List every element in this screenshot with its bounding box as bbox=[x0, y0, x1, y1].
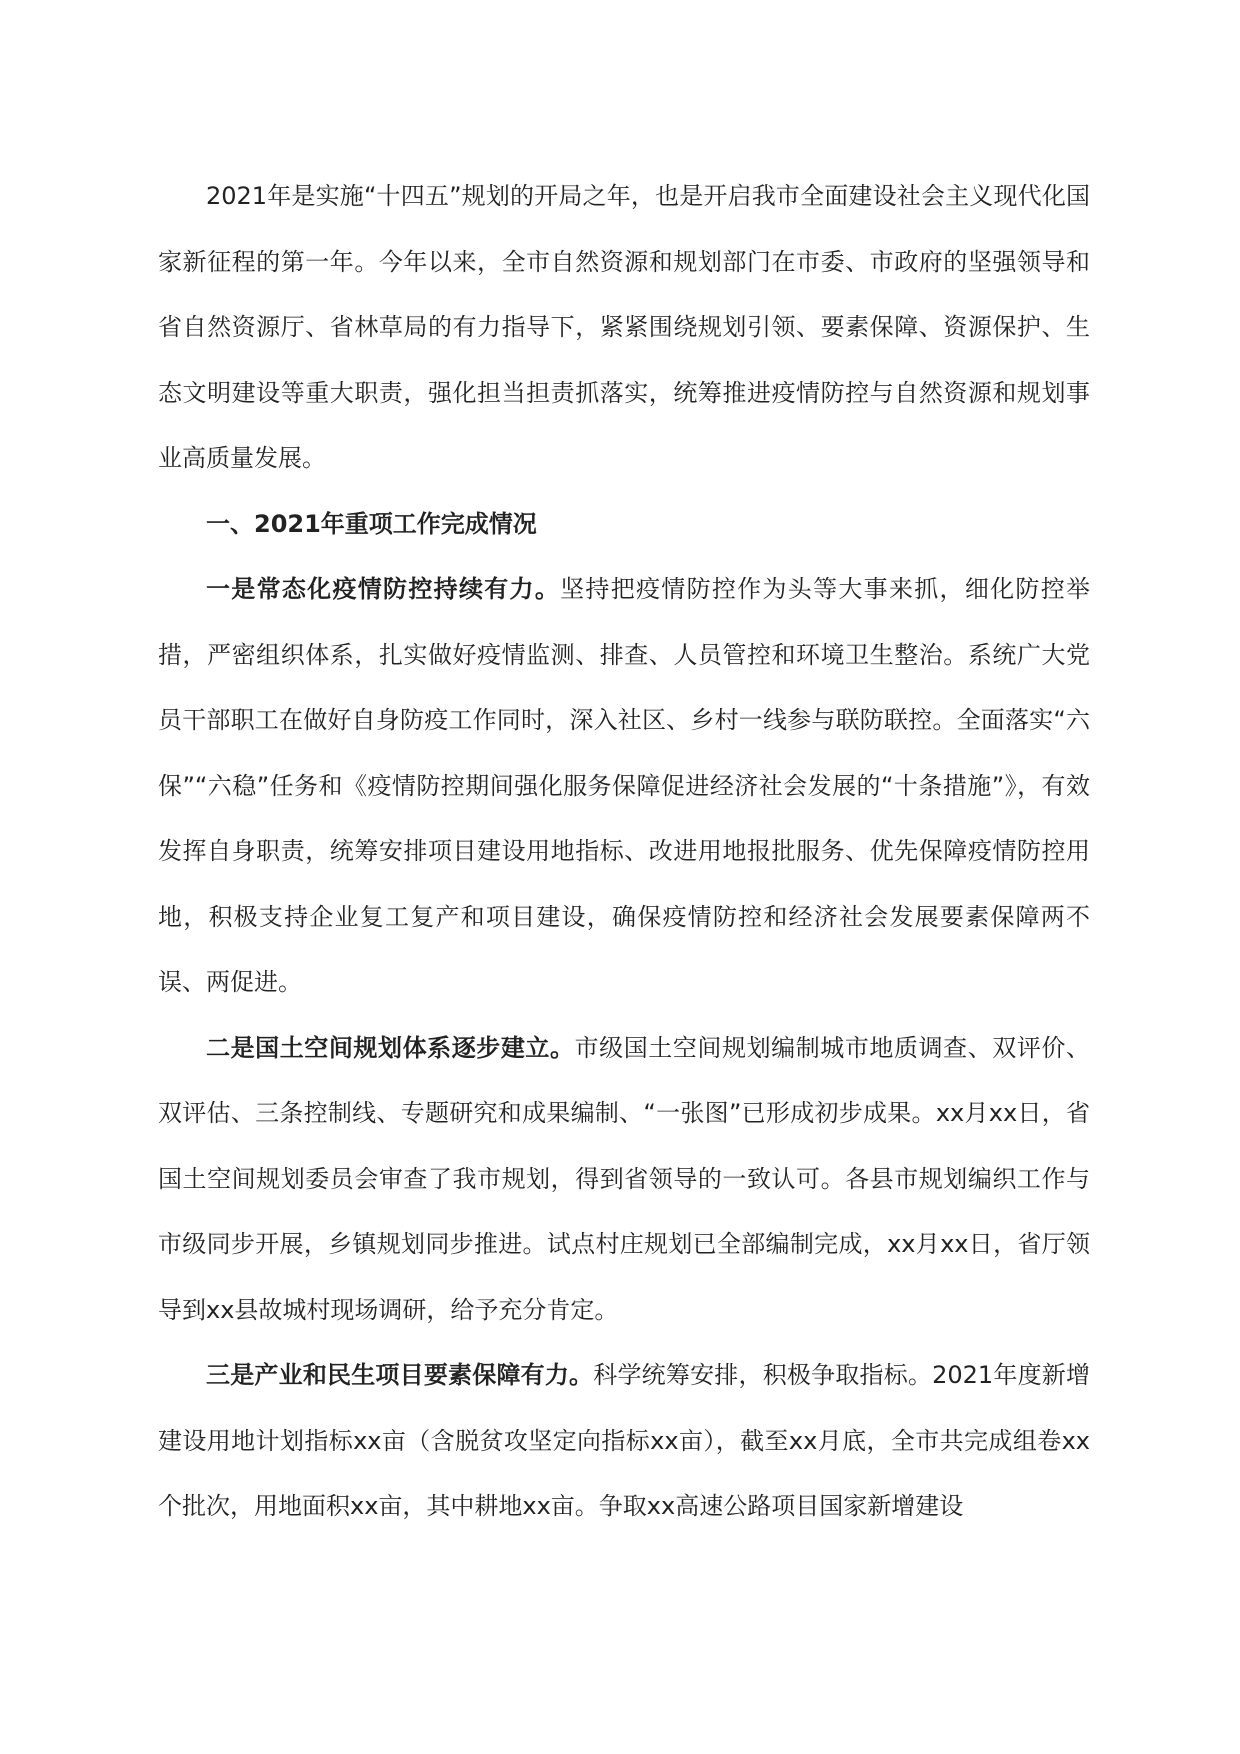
item-paragraph-2 bbox=[158, 1016, 1090, 1344]
item-1-body: 坚持把疫情防控作为头等大事来抓，细化防控举措，严密组织体系，扎实做好疫情监测、排查、人员管控和环境卫生整治。系统广大党员干部职工在做好自身防疫工作同时，深入社区、乡村一线参与联防联控。全面落实“六保”“六稳”任务和《疫情防控期间强化服务保障促进经济社会发展的“十条措施”》，有效发挥自身职责，统筹安排项目建设用地指标、改进用地报批服务、优先保障疫情防控用地，积极支持企业复工复产和项目建设，确保疫情防控和经济社会发展要素保障两不误、两促进。 bbox=[158, 575, 1091, 996]
item-3-body: 科学统筹安排，积极争取指标。2021年度新增建设用地计划指标xx亩（含脱贫攻坚定向指标xx亩），截至xx月底，全市共完成组卷xx个批次，用地面积xx亩，其中耕地xx亩。争取xx高速公路项目国家新增建设 bbox=[158, 1361, 1091, 1520]
section-heading bbox=[158, 492, 1090, 558]
item-3-lead: 三是产业和民生项目要素保障有力。 bbox=[206, 1361, 594, 1389]
intro-text: 2021年是实施“十四五”规划的开局之年，也是开启我市全面建设社会主义现代化国家新征程的第一年。今年以来，全市自然资源和规划部门在市委、市政府的坚强领导和省自然资源厅、省林草局的有力指导下，紧紧围绕规划引领、要素保障、资源保护、生态文明建设等重大职责，强化担当担责抓落实，统筹推进疫情防控与自然资源和规划事业高质量发展。 bbox=[158, 182, 1090, 472]
item-2-body: 市级国土空间规划编制城市地质调查、双评价、双评估、三条控制线、专题研究和成果编制、“一张图”已形成初步成果。xx月xx日，省国土空间规划委员会审查了我市规划，得到省领导的一致认可。各县市规划编织工作与市级同步开展，乡镇规划同步推进。试点村庄规划已全部编制完成，xx月xx日，省厅领导到xx县故城村现场调研，给予充分肯定。 bbox=[158, 1033, 1091, 1324]
item-paragraph-1 bbox=[158, 557, 1090, 1016]
intro-paragraph bbox=[158, 164, 1090, 492]
item-1-lead: 一是常态化疫情防控持续有力。 bbox=[206, 575, 561, 603]
section-heading-text: 一、2021年重项工作完成情况 bbox=[206, 509, 537, 538]
document-body bbox=[158, 164, 1090, 1540]
item-2-lead: 二是国土空间规划体系逐步建立。 bbox=[206, 1033, 575, 1062]
item-paragraph-3 bbox=[158, 1343, 1090, 1540]
